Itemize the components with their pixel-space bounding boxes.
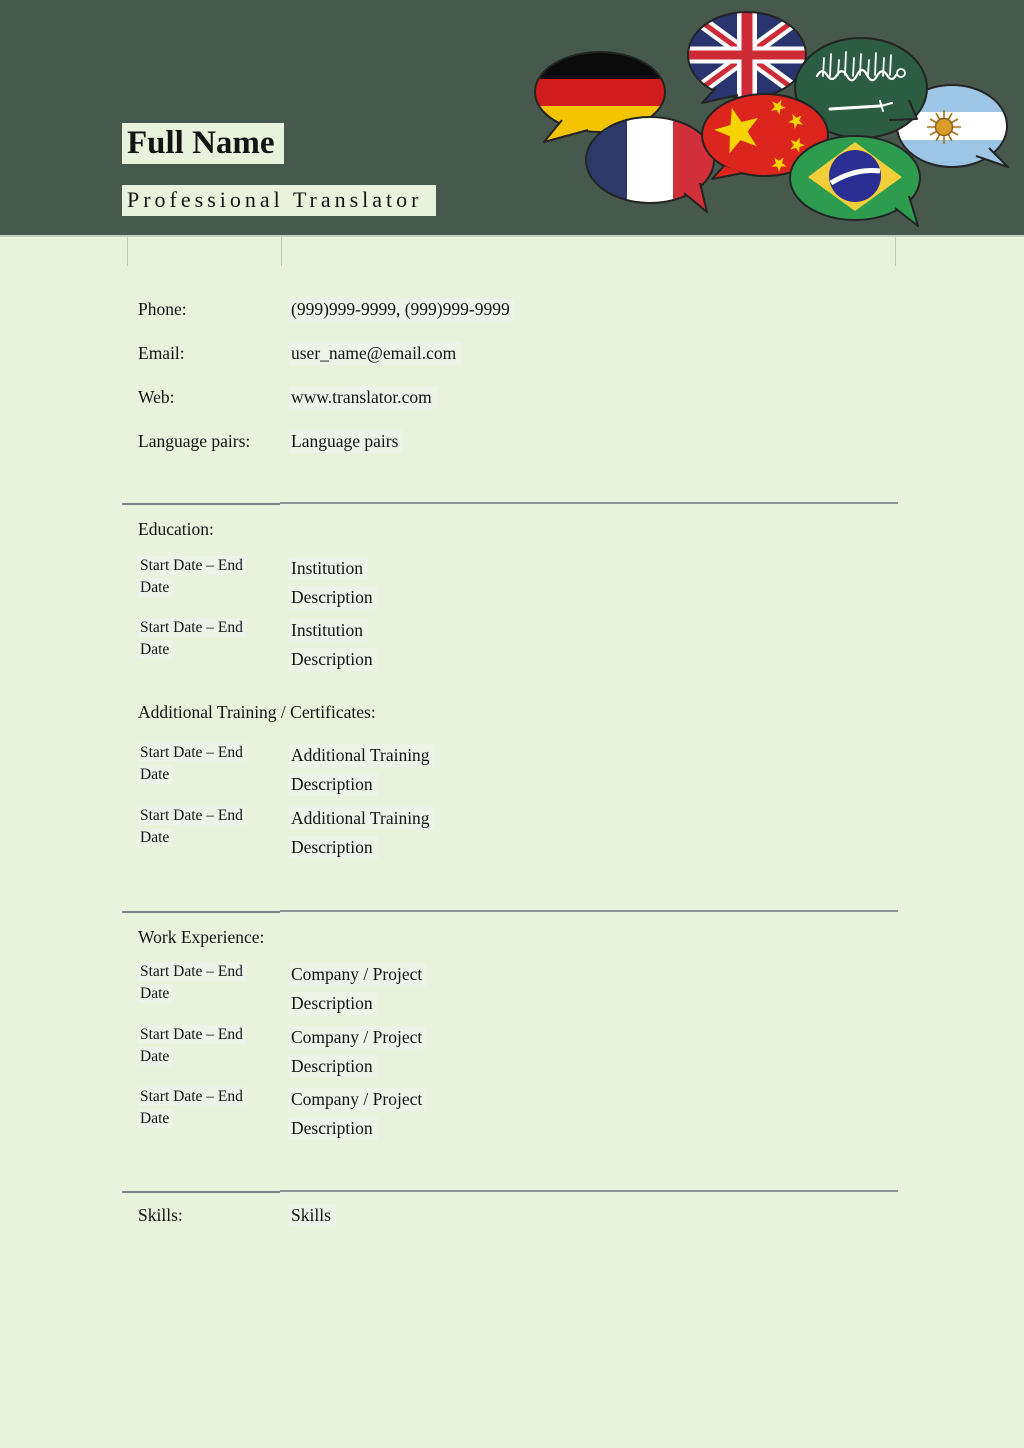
entry-dates: Start Date – End Date	[138, 1024, 270, 1082]
entry-body	[289, 805, 878, 863]
work-experience-heading: Work Experience:	[138, 927, 265, 947]
skills-row	[138, 1202, 898, 1228]
flag-bubbles-illustration	[524, 0, 1024, 240]
header	[0, 0, 1024, 237]
entry-description: Description	[289, 992, 378, 1015]
email-value: user_name@email.com	[289, 340, 898, 366]
full-name: Full Name	[122, 123, 284, 164]
professional-title: Professional Translator	[122, 185, 436, 216]
additional-training-entry	[138, 805, 878, 863]
entry-title: Institution	[289, 557, 368, 580]
language-pairs-value: Language pairs	[289, 428, 898, 454]
entry-title: Institution	[289, 619, 368, 642]
work-experience-entry	[138, 1024, 878, 1082]
language-pairs-label: Language pairs:	[138, 431, 251, 451]
entry-title: Additional Training	[289, 807, 435, 830]
entry-body	[289, 1024, 878, 1082]
work-experience-entry	[138, 1086, 878, 1144]
entry-body	[289, 1086, 878, 1144]
entry-description: Description	[289, 586, 378, 609]
entry-body	[289, 742, 878, 800]
phone-label: Phone:	[138, 299, 187, 319]
additional-training-heading: Additional Training / Certificates:	[138, 702, 376, 722]
entry-title: Company / Project	[289, 1026, 427, 1049]
entry-dates: Start Date – End Date	[138, 742, 270, 800]
education-heading: Education:	[138, 519, 214, 539]
table-border-stub	[895, 237, 896, 266]
entry-title: Company / Project	[289, 1088, 427, 1111]
uk-flag-icon	[682, 6, 814, 108]
additional-training-entry	[138, 742, 878, 800]
entry-dates: Start Date – End Date	[138, 1086, 270, 1144]
table-border-stub	[281, 237, 282, 266]
entry-title: Company / Project	[289, 963, 427, 986]
contact-row-email	[138, 340, 898, 366]
email-label: Email:	[138, 343, 185, 363]
entry-description: Description	[289, 836, 378, 859]
entry-body	[289, 555, 878, 613]
entry-dates: Start Date – End Date	[138, 555, 270, 613]
entry-dates: Start Date – End Date	[138, 617, 270, 675]
entry-dates: Start Date – End Date	[138, 805, 270, 863]
entry-description: Description	[289, 1055, 378, 1078]
web-value: www.translator.com	[289, 384, 898, 410]
entry-description: Description	[289, 648, 378, 671]
contact-row-language-pairs	[138, 428, 898, 454]
education-entry	[138, 555, 878, 613]
contact-row-web	[138, 384, 898, 410]
contact-row-phone	[138, 296, 898, 322]
entry-title: Additional Training	[289, 744, 435, 767]
web-label: Web:	[138, 387, 175, 407]
phone-value: (999)999-9999, (999)999-9999	[289, 296, 898, 322]
entry-body	[289, 961, 878, 1019]
education-entry	[138, 617, 878, 675]
skills-label: Skills:	[138, 1205, 183, 1225]
entry-body	[289, 617, 878, 675]
entry-description: Description	[289, 773, 378, 796]
skills-value: Skills	[289, 1202, 898, 1228]
entry-dates: Start Date – End Date	[138, 961, 270, 1019]
table-border-stub	[127, 237, 128, 266]
work-experience-entry	[138, 961, 878, 1019]
entry-description: Description	[289, 1117, 378, 1140]
